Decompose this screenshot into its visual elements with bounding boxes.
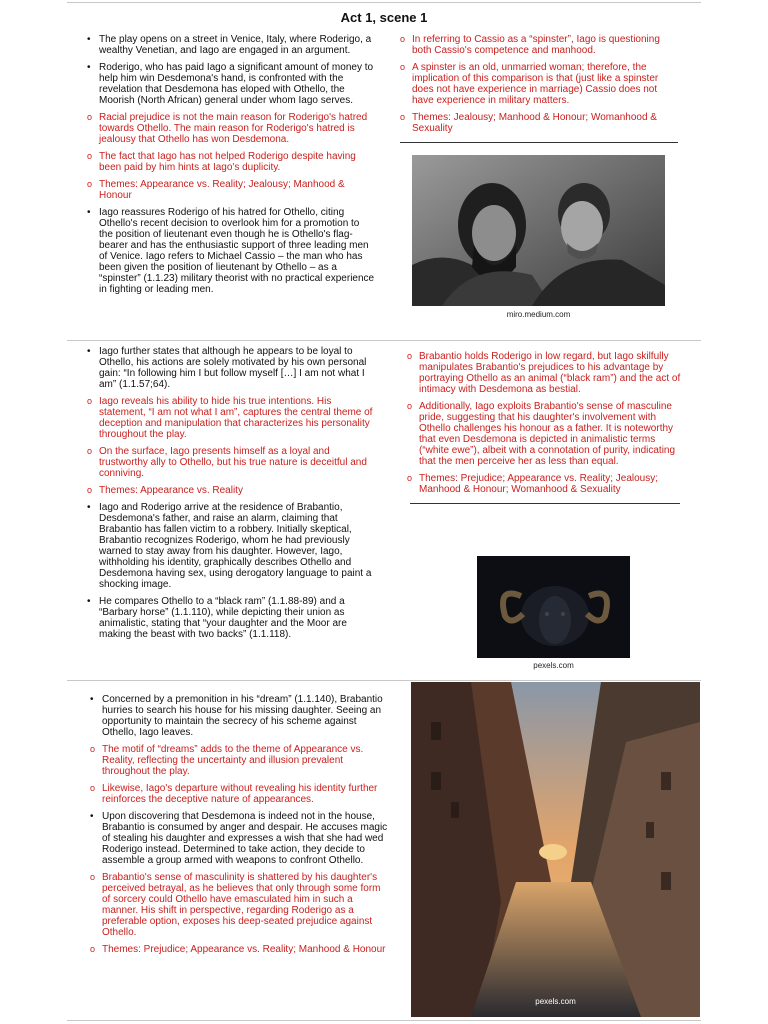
section1-right <box>398 34 680 143</box>
point-text: Additionally, Iago exploits Brabantio's sense of masculine pride, suggesting that his daughter's involvement with Othello challenges his honour as a father. It is noteworthy that even Desdemona is depicted in animalistic terms (“white ewe”), albeit with a connotation of purity, indicating that the men perceive her as less than equal. <box>419 401 676 467</box>
circle-bullet-icon: o <box>87 485 93 495</box>
sub-point <box>398 112 680 134</box>
point-text: He compares Othello to a “black ram” (1.1.88-89) and a “Barbary horse” (1.1.110), while depicting their union as animalistic, stating that “your daughter and the Moor are making the beast with two backs” (1.1.118). <box>99 596 347 640</box>
sub-point <box>88 944 388 955</box>
sub-point <box>88 744 388 777</box>
ram-illustration <box>477 556 630 658</box>
point-text: A spinster is an old, unmarried woman; therefore, the implication of this comparison is that (just like a spinster does not have experience in marriage) Cassio does not have experience in military matters. <box>412 62 659 106</box>
circle-bullet-icon: o <box>90 783 96 793</box>
section1-separator <box>400 142 678 143</box>
dot-bullet-icon: • <box>87 346 91 357</box>
portrait-illustration <box>412 155 665 306</box>
point-text: Iago and Roderigo arrive at the residence of Brabantio, Desdemona's father, and raise an alarm, claiming that Brabantio has fallen victim to a robbery. Initially skeptical, Brabantio recognizes Roderigo, whom he had previously warned to stay away from his daughter. However, Iago, withholding his identity, graphically describes Othello and Desdemona having sex, using derogatory language to paint a shocking image. <box>99 502 372 590</box>
circle-bullet-icon: o <box>90 944 96 954</box>
dot-bullet-icon: • <box>90 694 94 705</box>
point-text: Themes: Appearance vs. Reality; Jealousy; Manhood & Honour <box>99 179 345 201</box>
point-text: Iago reveals his ability to hide his true intentions. His statement, “I am not what I am”, captures the central theme of deception and manipulation that characterizes his personality throughout the play. <box>99 396 373 440</box>
point-text: Iago further states that although he appears to be loyal to Othello, his actions are solely motivated by his own personal gain: “In following him I but follow myself […] I am not what I am” (1.1.57;64). <box>99 346 367 390</box>
sub-point <box>85 112 375 145</box>
photo-caption-2: pexels.com <box>533 661 574 670</box>
point-text: The play opens on a street in Venice, Italy, where Roderigo, a wealthy Venetian, and Iago are engaged in an argument. <box>99 34 372 56</box>
circle-bullet-icon: o <box>87 151 93 161</box>
sub-point <box>405 351 682 395</box>
sub-point <box>398 62 680 106</box>
dot-bullet-icon: • <box>90 811 94 822</box>
sub-point <box>85 446 377 479</box>
bullet-point <box>88 811 388 866</box>
bullet-point <box>85 62 375 106</box>
circle-bullet-icon: o <box>407 473 413 483</box>
dot-bullet-icon: • <box>87 207 91 218</box>
dot-bullet-icon: • <box>87 502 91 513</box>
venice-canal-photo <box>411 682 700 1017</box>
section-divider-1 <box>67 340 701 341</box>
section1-right-list <box>398 34 680 134</box>
point-text: Themes: Prejudice; Appearance vs. Reality; Jealousy; Manhood & Honour; Womanhood & Sexuality <box>419 473 659 495</box>
circle-bullet-icon: o <box>87 179 93 189</box>
bullet-point <box>85 207 375 295</box>
point-text: Roderigo, who has paid Iago a significant amount of money to help him win Desdemona's hand, is confronted with the revelation that Desdemona has eloped with Othello, the Moorish (North African) general under whom Iago serves. <box>99 62 374 106</box>
circle-bullet-icon: o <box>407 401 413 411</box>
sub-point <box>398 34 680 56</box>
circle-bullet-icon: o <box>87 112 93 122</box>
sub-point <box>405 401 682 467</box>
section2-right-list <box>405 351 682 495</box>
point-text: Racial prejudice is not the main reason for Roderigo's hatred towards Othello. The main reason for Roderigo's hatred is jealousy that Othello has won Desdemona. <box>99 112 368 145</box>
point-text: Themes: Jealousy; Manhood & Honour; Womanhood & Sexuality <box>412 112 657 134</box>
dot-bullet-icon: • <box>87 34 91 45</box>
circle-bullet-icon: o <box>400 112 406 122</box>
section2-left <box>85 346 377 646</box>
circle-bullet-icon: o <box>87 446 93 456</box>
photo-caption-3: pexels.com <box>535 997 576 1006</box>
sub-point <box>85 151 375 173</box>
bullet-point <box>85 596 377 640</box>
section2-right <box>405 351 682 504</box>
circle-bullet-icon: o <box>400 62 406 72</box>
point-text: In referring to Cassio as a “spinster”, Iago is questioning both Cassio's competence and manhood. <box>412 34 660 56</box>
circle-bullet-icon: o <box>90 744 96 754</box>
sub-point <box>88 872 388 938</box>
point-text: The fact that Iago has not helped Roderigo despite having been paid by him hints at Iago's duplicity. <box>99 151 356 173</box>
sub-point <box>85 485 377 496</box>
black-ram-photo <box>477 556 630 658</box>
bottom-rule <box>67 1020 701 1021</box>
section2-separator <box>410 503 680 504</box>
dot-bullet-icon: • <box>87 596 91 607</box>
section1-left <box>85 34 375 301</box>
sub-point <box>85 179 375 201</box>
top-rule <box>67 2 701 3</box>
othello-iago-photo <box>412 155 665 306</box>
circle-bullet-icon: o <box>87 396 93 406</box>
canal-illustration <box>411 682 700 1017</box>
photo-caption-1: miro.medium.com <box>506 310 571 319</box>
point-text: Iago reassures Roderigo of his hatred for Othello, citing Othello's recent decision to overlook him for a promotion to the position of lieutenant even though he is Othello's flag-bearer and has the enthusiastic support of three leading men of Venice. Iago refers to Michael Cassio – the man who has been given the position of lieutenant by Othello – as a “spinster” (1.1.23) military theorist with no practical experience in fighting or leading men. <box>99 207 375 295</box>
point-text: Likewise, Iago's departure without revealing his identity further reinforces the deceptive nature of appearances. <box>102 783 378 805</box>
circle-bullet-icon: o <box>407 351 413 361</box>
bullet-point <box>85 346 377 390</box>
section-divider-2 <box>67 680 701 681</box>
point-text: Brabantio holds Roderigo in low regard, but Iago skilfully manipulates Brabantio's prejudices to his advantage by portraying Othello as an animal (“black ram”) and the act of intimacy with Desdemona as bestial. <box>419 351 681 395</box>
point-text: Upon discovering that Desdemona is indeed not in the house, Brabantio is consumed by anger and despair. He accuses magic of stealing his daughter and expresses a wish that she had wed Roderigo instead. Determined to take action, they decide to assemble a group armed with weapons to confront Othello. <box>102 811 388 866</box>
page-title: Act 1, scene 1 <box>340 10 428 25</box>
bullet-point <box>85 34 375 56</box>
bullet-point <box>85 502 377 590</box>
point-text: Brabantio's sense of masculinity is shattered by his daughter's perceived betrayal, as he believes that only through some form of sorcery could Othello have emasculated him in such a manner. His shift in perspective, regarding Roderigo as a preferable option, exposes his deep-seated prejudice against Othello. <box>102 872 381 938</box>
section3-left <box>88 694 388 961</box>
point-text: Themes: Appearance vs. Reality <box>99 485 243 496</box>
point-text: Themes: Prejudice; Appearance vs. Reality; Manhood & Honour <box>102 944 386 955</box>
point-text: The motif of “dreams” adds to the theme of Appearance vs. Reality, reflecting the uncertainty and illusion prevalent throughout the play. <box>102 744 364 777</box>
point-text: On the surface, Iago presents himself as a loyal and trustworthy ally to Othello, but his true nature is deceitful and conniving. <box>99 446 367 479</box>
dot-bullet-icon: • <box>87 62 91 73</box>
bullet-point <box>88 694 388 738</box>
circle-bullet-icon: o <box>400 34 406 44</box>
circle-bullet-icon: o <box>90 872 96 882</box>
point-text: Concerned by a premonition in his “dream” (1.1.140), Brabantio hurries to search his house for his missing daughter. Seeing an opportunity to maintain the secrecy of his scheme against Othello, Iago leaves. <box>102 694 383 738</box>
sub-point <box>85 396 377 440</box>
sub-point <box>405 473 682 495</box>
sub-point <box>88 783 388 805</box>
